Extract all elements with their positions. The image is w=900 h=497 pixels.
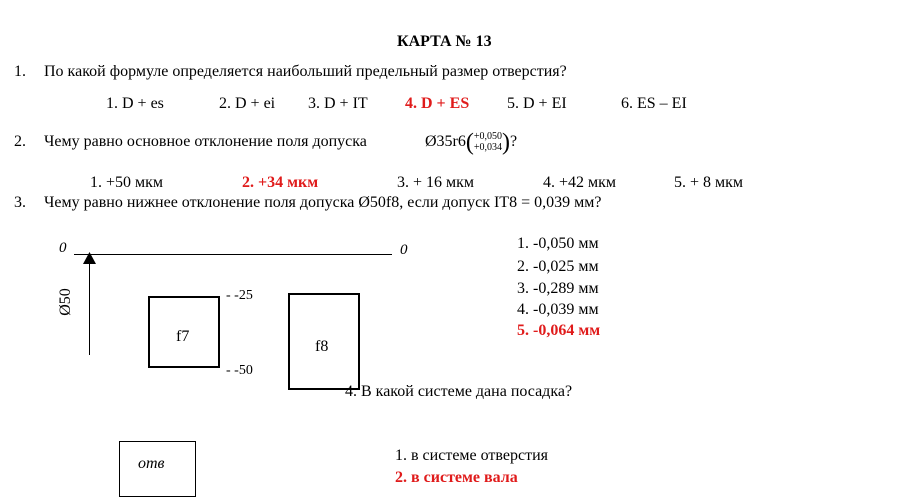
- q1-option-1: 1. D + es: [106, 95, 164, 112]
- q3-number: 3.: [14, 194, 26, 211]
- q2-number: 2.: [14, 133, 26, 150]
- q2-upper-deviation: +0,050: [473, 131, 503, 143]
- q1-option-3: 3. D + IT: [308, 95, 368, 112]
- q1-option-2: 2. D + ei: [219, 95, 276, 112]
- q2-tolerance-expression: Ø35r6( +0,050 +0,034 )?: [425, 129, 518, 156]
- hole-box-label: отв: [138, 455, 165, 472]
- arrow-up-icon: [83, 252, 96, 264]
- q2-option-3: 3. + 16 мкм: [397, 174, 475, 191]
- q2-option-1: 1. +50 мкм: [90, 174, 164, 191]
- mark-upper: - -25: [226, 288, 253, 303]
- q3-option-4: 4. -0,039 мм: [517, 301, 599, 318]
- q3-option-1: 1. -0,050 мм: [517, 235, 599, 252]
- q3-option-3: 3. -0,289 мм: [517, 280, 599, 297]
- mark-lower: - -50: [226, 363, 253, 378]
- q1-option-5: 5. D + EI: [507, 95, 567, 112]
- q2-option-5: 5. + 8 мкм: [674, 174, 744, 191]
- q4-option-2-correct: 2. в системе вала: [395, 469, 518, 486]
- q1-option-6: 6. ES – EI: [621, 95, 687, 112]
- zero-label-right: 0: [400, 242, 408, 258]
- q4-option-1: 1. в системе отверстия: [395, 447, 548, 464]
- q2-question-mark: ?: [510, 133, 518, 150]
- q1-text: По какой формуле определяется наибольший предельный размер отверстия?: [44, 63, 567, 80]
- zero-label-left: 0: [59, 240, 67, 256]
- q4-text: 4. В какой системе дана посадка?: [345, 383, 573, 400]
- q3-text: Чему равно нижнее отклонение поля допуска Ø50f8, если допуск IT8 = 0,039 мм?: [44, 194, 602, 211]
- q2-tolerance: Ø35r6: [425, 133, 466, 150]
- q3-option-2: 2. -0,025 мм: [517, 258, 599, 275]
- q1-option-4-correct: 4. D + ES: [405, 95, 470, 112]
- dimension-arrow-line: [89, 260, 90, 355]
- q2-text: Чему равно основное отклонение поля допуска: [44, 133, 367, 150]
- q1-number: 1.: [14, 63, 26, 80]
- f8-label: f8: [315, 338, 329, 355]
- q2-lower-deviation: +0,034: [473, 142, 503, 154]
- axis-label: Ø50: [56, 288, 74, 316]
- q2-option-2-correct: 2. +34 мкм: [242, 174, 319, 191]
- f7-label: f7: [176, 328, 190, 345]
- card-title: КАРТА № 13: [397, 33, 492, 50]
- q3-option-5-correct: 5. -0,064 мм: [517, 322, 601, 339]
- q2-option-4: 4. +42 мкм: [543, 174, 617, 191]
- zero-line: [74, 254, 392, 255]
